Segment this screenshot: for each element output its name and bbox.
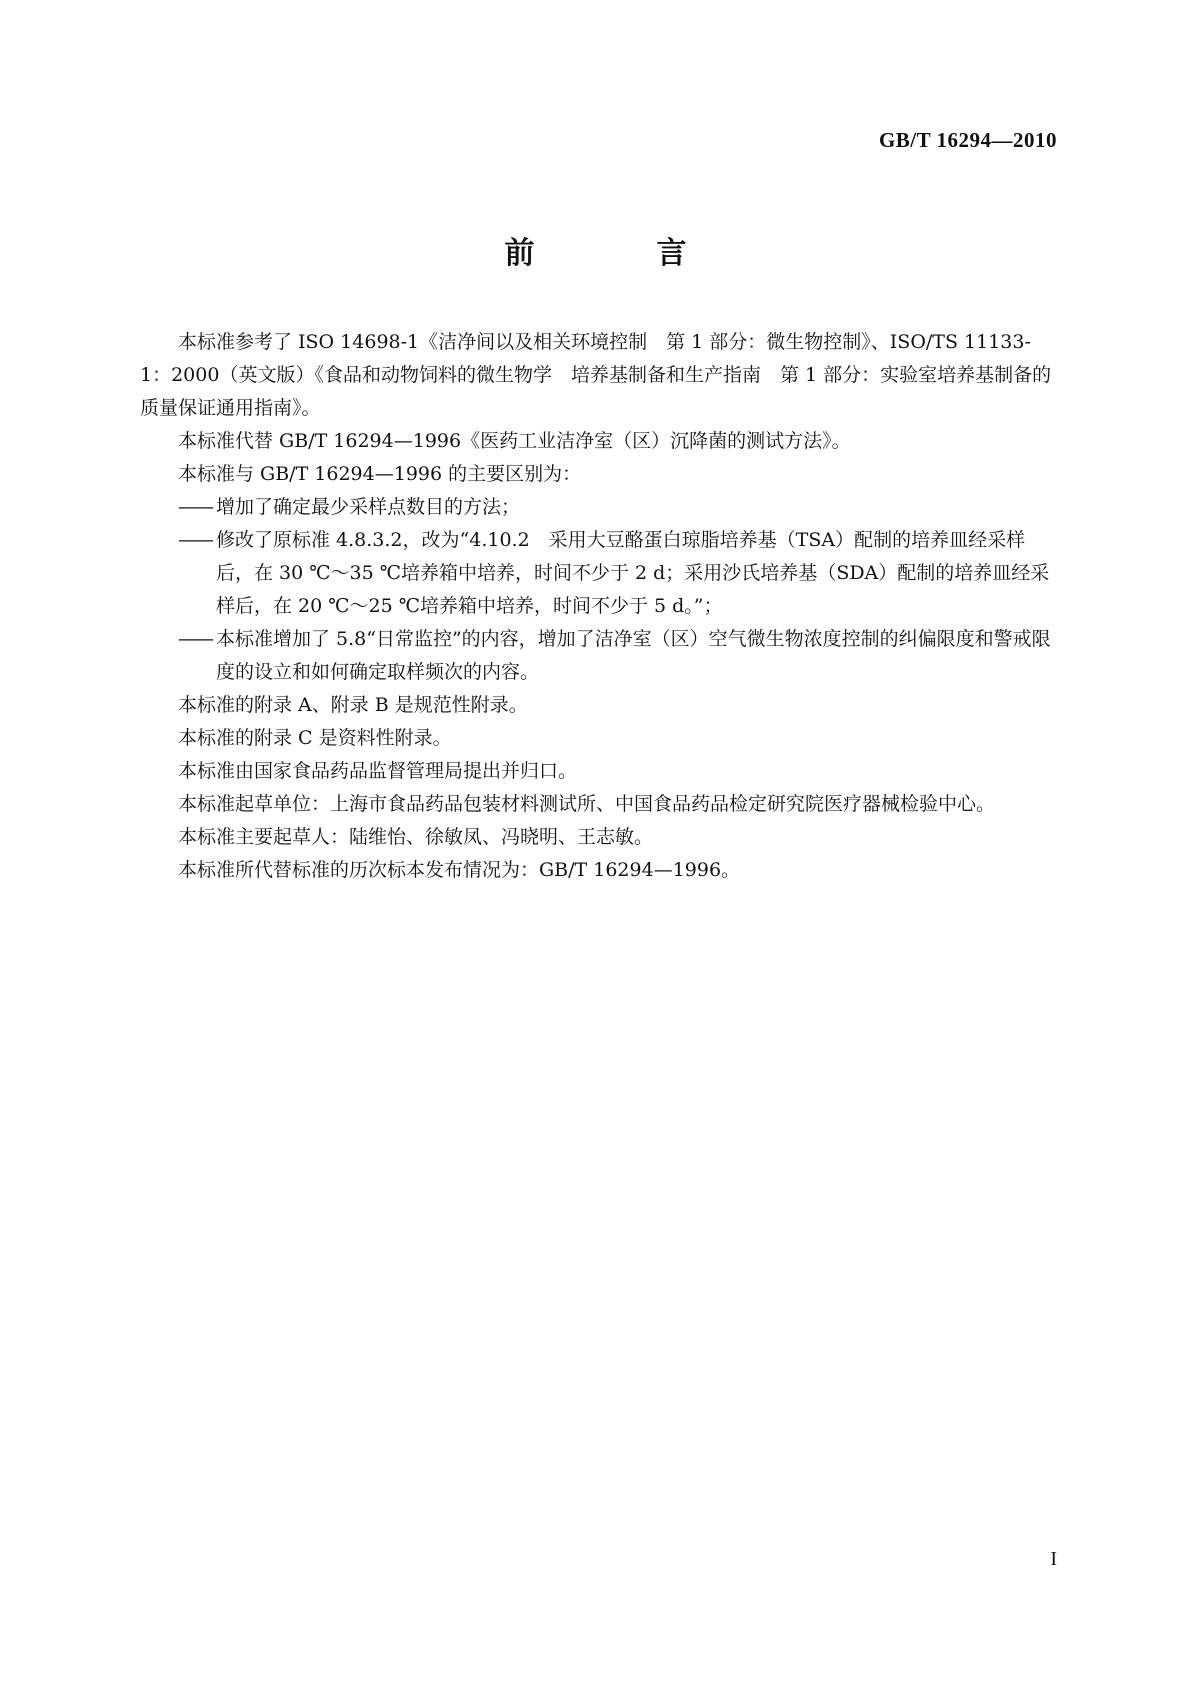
change-item: [140, 524, 1060, 623]
change-item-text: 修改了原标准 4.8.3.2，改为“4.10.2 采用大豆酪蛋白琼脂培养基（TSA）配制的培养皿经采样后，在 30 ℃～35 ℃培养箱中培养，时间不少于 2 d；采用沙氏培养基（SDA）配制的培养皿经采样后，在 20 ℃～25 ℃培养箱中培养，时间不少于 5 d。”；: [216, 529, 1050, 617]
change-item-text: 本标准增加了 5.8“日常监控”的内容，增加了洁净室（区）空气微生物浓度控制的纠偏限度和警戒限度的设立和如何确定取样频次的内容。: [216, 628, 1051, 683]
paragraph-proposed-by: 本标准由国家食品药品监督管理局提出并归口。: [178, 760, 578, 782]
paragraph-informative-annex: 本标准的附录 C 是资料性附录。: [178, 727, 452, 749]
paragraph-replaces: 本标准代替 GB/T 16294—1996《医药工业洁净室（区）沉降菌的测试方法》。: [178, 430, 851, 452]
change-item-text: 增加了确定最少采样点数目的方法；: [216, 496, 521, 518]
page-title: 前 言: [504, 236, 733, 271]
paragraph-history: 本标准所代替标准的历次标本发布情况为：GB/T 16294—1996。: [178, 859, 741, 881]
change-item: [140, 623, 1060, 689]
page-number: I: [1050, 1548, 1057, 1570]
paragraph-reference: 本标准参考了 ISO 14698-1《洁净间以及相关环境控制 第 1 部分：微生物控制》、ISO/TS 11133-1：2000（英文版）《食品和动物饲料的微生物学 培养基制备和生产指南 第 1 部分：实验室培养基制备的质量保证通用指南》。: [140, 331, 1052, 419]
standard-code: GB/T 16294—2010: [878, 128, 1057, 152]
paragraph-differences-intro: 本标准与 GB/T 16294—1996 的主要区别为：: [178, 463, 582, 485]
paragraph-normative-annex: 本标准的附录 A、附录 B 是规范性附录。: [178, 694, 528, 716]
dash-marker: ——: [178, 529, 212, 551]
change-item: [140, 491, 1060, 524]
dash-marker: ——: [178, 628, 212, 650]
paragraph-drafters: 本标准主要起草人：陆维怡、徐敏凤、冯晓明、王志敏。: [178, 826, 654, 848]
paragraph-drafting-units: 本标准起草单位：上海市食品药品包装材料测试所、中国食品药品检定研究院医疗器械检验中心。: [178, 793, 996, 815]
foreword-body: [140, 326, 1060, 887]
dash-marker: ——: [178, 496, 212, 518]
